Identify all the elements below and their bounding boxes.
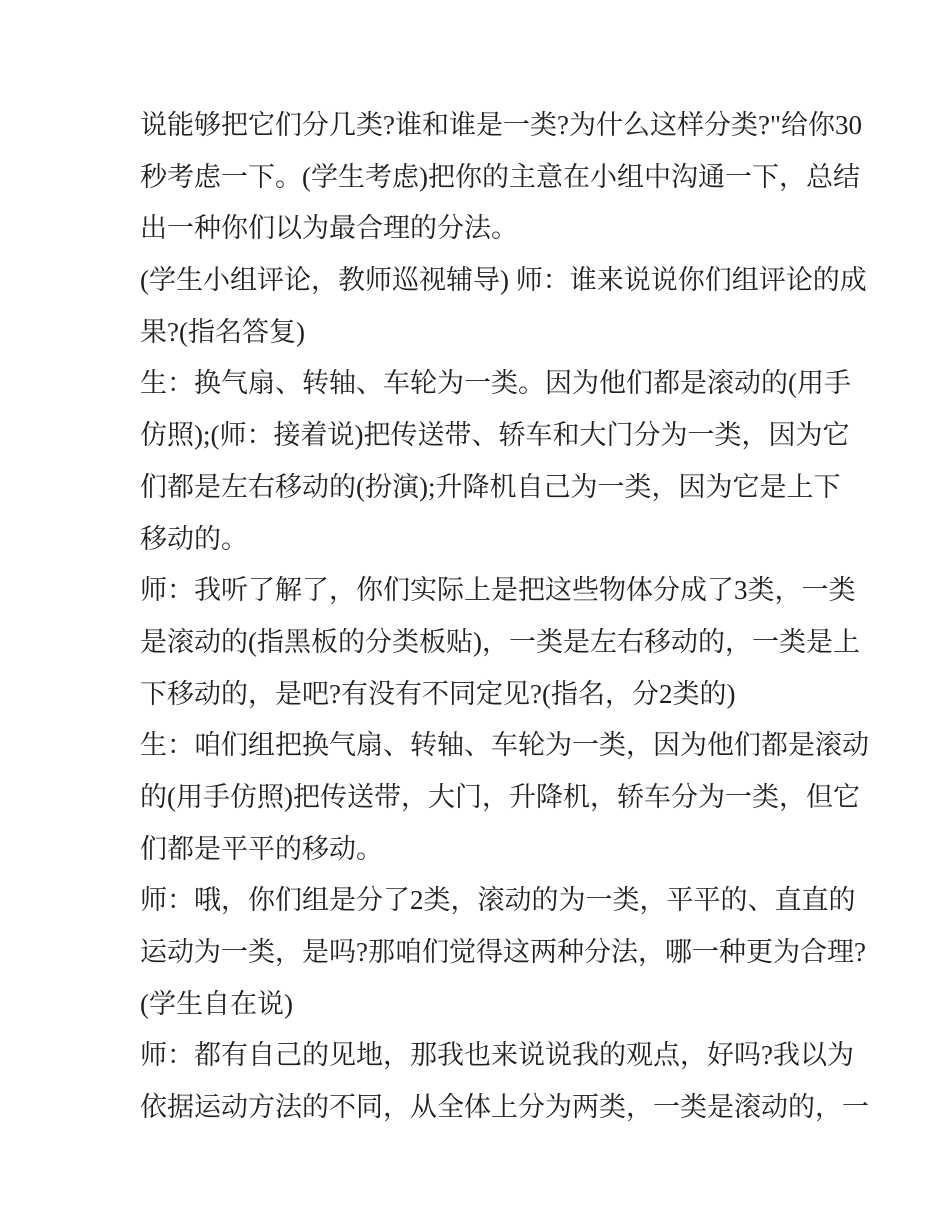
text-block [140,100,869,1134]
text-line: 秒考虑一下。(学生考虑)把你的主意在小组中沟通一下，总结 [140,161,860,192]
text-line: 移动的。 [140,523,248,554]
text-line: 依据运动方法的不同，从全体上分为两类，一类是滚动的，一 [140,1092,869,1123]
text-line: 师：我听了解了，你们实际上是把这些物体分成了3类，一类 [140,575,856,606]
text-line: 生：咱们组把换气扇、转轴、车轮为一类，因为他们都是滚动 [140,730,869,761]
text-line: (学生小组评论，教师巡视辅导) 师：谁来说说你们组评论的成 [140,265,867,296]
text-line: 出一种你们以为最合理的分法。 [140,213,518,244]
text-line: 说能够把它们分几类?谁和谁是一类?为什么这样分类?"给你30 [140,110,862,140]
text-line: 仿照);(师：接着说)把传送带、轿车和大门分为一类，因为它 [140,420,850,451]
text-line: 运动为一类，是吗?那咱们觉得这两种分法，哪一种更为合理? [140,937,866,967]
text-line: 果?(指名答复) [140,316,305,347]
text-line: 师：哦，你们组是分了2类，滚动的为一类，平平的、直直的 [140,885,856,916]
text-line: 师：都有自己的见地，那我也来说说我的观点，好吗?我以为 [140,1040,854,1071]
text-line: 下移动的，是吧?有没有不同定见?(指名，分2类的) [140,678,736,709]
text-line: 们都是平平的移动。 [140,833,383,864]
text-line: 是滚动的(指黑板的分类板贴)，一类是左右移动的，一类是上 [140,626,860,657]
text-line: 生：换气扇、转轴、车轮为一类。因为他们都是滚动的(用手 [140,368,851,399]
text-line: 的(用手仿照)把传送带，大门，升降机，轿车分为一类，但它 [140,781,860,812]
text-line: (学生自在说) [140,988,293,1019]
text-line: 们都是左右移动的(扮演);升降机自己为一类，因为它是上下 [140,471,841,502]
